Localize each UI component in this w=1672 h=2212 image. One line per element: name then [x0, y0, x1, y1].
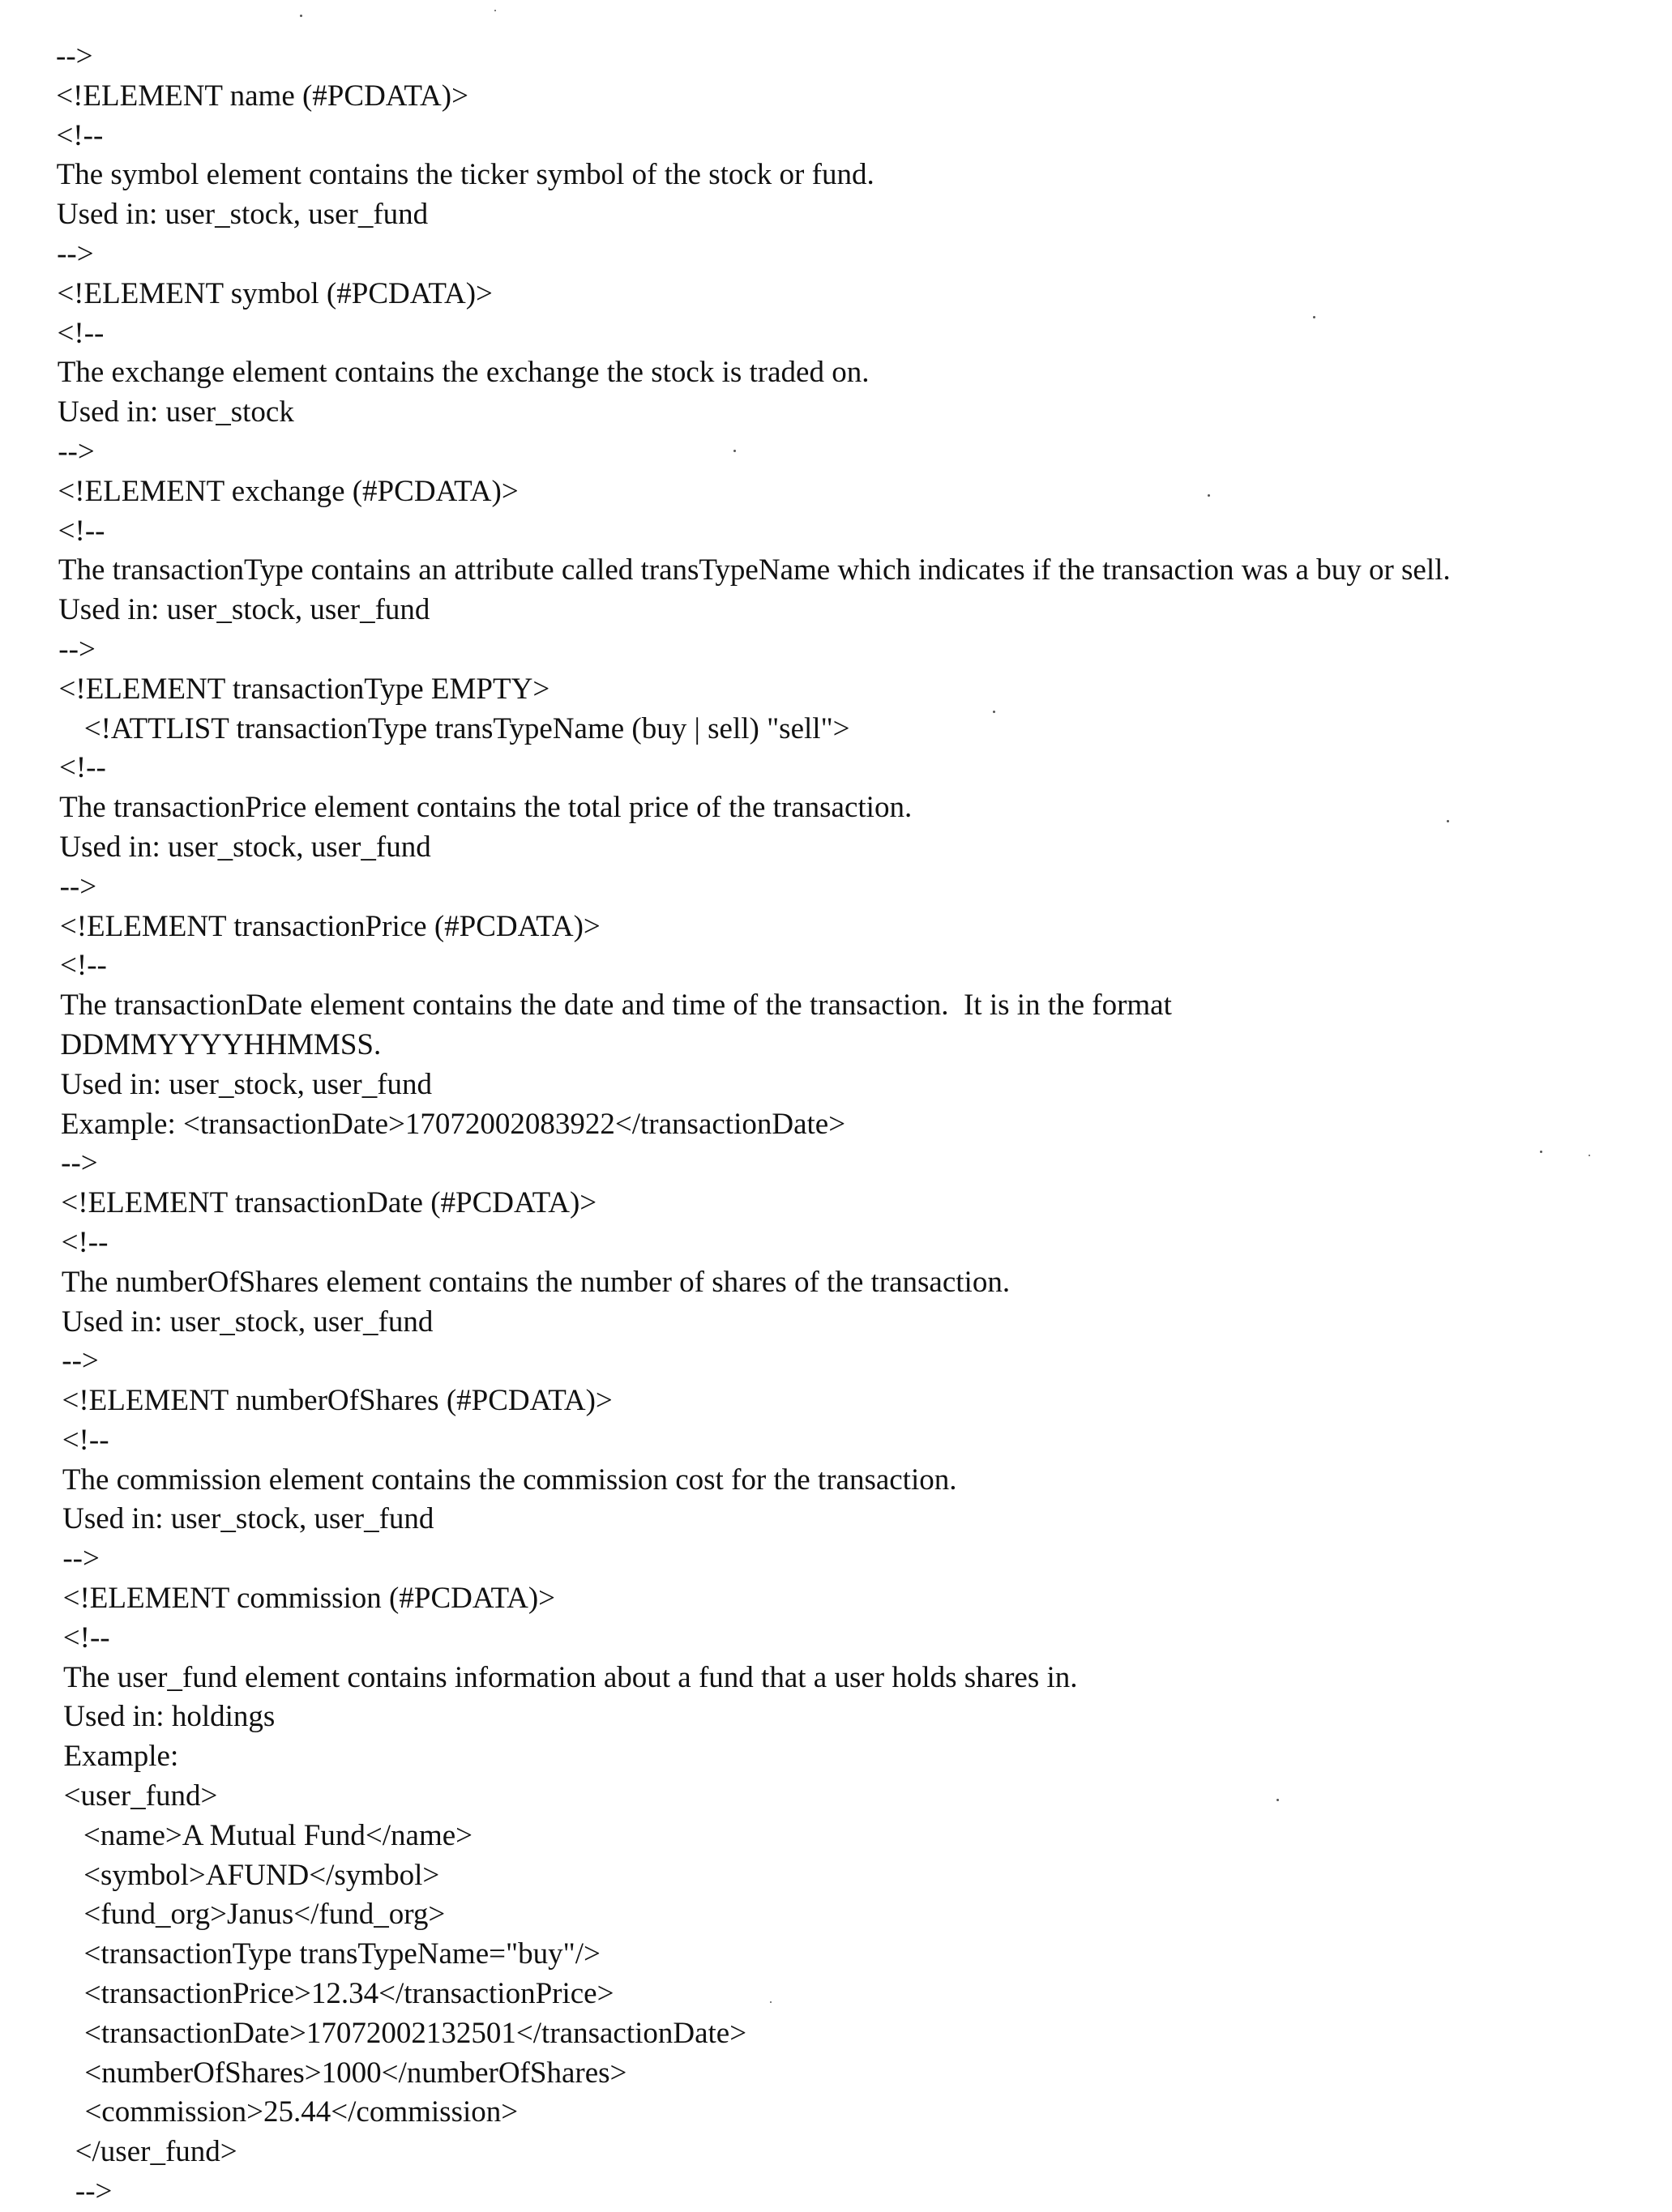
- description-line: The numberOfShares element contains the number of shares of the transaction.: [0, 1263, 1672, 1303]
- scan-speck: [993, 711, 995, 713]
- description-line: The user_fund element contains information about a fund that a user holds shares in.: [0, 1659, 1672, 1698]
- used-in-line: Used in: user_stock, user_fund: [0, 1303, 1672, 1343]
- comment-open: <!--: [0, 117, 1672, 156]
- description-line: The exchange element contains the exchange the stock is traded on.: [0, 353, 1672, 393]
- comment-open: <!--: [0, 512, 1672, 552]
- comment-open: <!--: [0, 1619, 1672, 1659]
- element-declaration: <!ELEMENT numberOfShares (#PCDATA)>: [0, 1381, 1672, 1421]
- element-declaration: <!ELEMENT transactionDate (#PCDATA)>: [0, 1184, 1672, 1223]
- element-declaration: <!ELEMENT name (#PCDATA)>: [0, 77, 1672, 117]
- scan-speck: [1540, 1151, 1542, 1153]
- scan-speck: [1447, 820, 1449, 822]
- description-line: The symbol element contains the ticker symbol of the stock or fund.: [0, 156, 1672, 195]
- example-line: Example:: [0, 1737, 1672, 1777]
- used-in-line: Used in: user_stock, user_fund: [0, 195, 1672, 235]
- scan-speck: [1208, 494, 1210, 497]
- scan-speck: [300, 15, 302, 17]
- description-line: The commission element contains the commission cost for the transaction.: [0, 1461, 1672, 1501]
- used-in-line: Used in: user_stock, user_fund: [0, 591, 1672, 630]
- example-line: Example: <transactionDate>17072002083922</transactionDate>: [0, 1105, 1672, 1145]
- element-declaration: <!ELEMENT transactionType EMPTY>: [0, 670, 1672, 710]
- attlist-declaration: <!ATTLIST transactionType transTypeName (buy | sell) "sell">: [0, 710, 1672, 749]
- scan-speck: [1589, 1155, 1590, 1156]
- comment-close: -->: [0, 37, 1672, 77]
- element-declaration: <!ELEMENT symbol (#PCDATA)>: [0, 275, 1672, 314]
- comment-close: -->: [0, 2172, 1672, 2212]
- example-line: <transactionType transTypeName="buy"/>: [0, 1935, 1672, 1975]
- comment-open: <!--: [0, 1421, 1672, 1461]
- example-line: </user_fund>: [0, 2133, 1672, 2172]
- description-line: The transactionType contains an attribute called transTypeName which indicates if the transaction was a buy or sell.: [0, 551, 1672, 591]
- comment-close: -->: [0, 1342, 1672, 1381]
- scan-speck: [199, 1523, 201, 1526]
- description-line: The transactionPrice element contains the total price of the transaction.: [0, 788, 1672, 828]
- example-line: <symbol>AFUND</symbol>: [0, 1856, 1672, 1896]
- element-declaration: <!ELEMENT exchange (#PCDATA)>: [0, 472, 1672, 512]
- example-line: <transactionPrice>12.34</transactionPrice>: [0, 1975, 1672, 2014]
- comment-close: -->: [0, 235, 1672, 275]
- description-line: DDMMYYYYHHMMSS.: [0, 1026, 1672, 1065]
- example-line: <name>A Mutual Fund</name>: [0, 1817, 1672, 1856]
- scanned-dtd-document-page: [0, 37, 1672, 2212]
- scan-speck: [733, 450, 736, 452]
- comment-close: -->: [0, 630, 1672, 670]
- example-line: <transactionDate>17072002132501</transactionDate>: [0, 2014, 1672, 2054]
- scan-speck: [1276, 1799, 1279, 1801]
- example-line: <commission>25.44</commission>: [0, 2093, 1672, 2133]
- comment-close: -->: [0, 868, 1672, 907]
- comment-close: -->: [0, 433, 1672, 472]
- comment-close: -->: [0, 1539, 1672, 1579]
- example-line: <numberOfShares>1000</numberOfShares>: [0, 2054, 1672, 2094]
- comment-open: <!--: [0, 749, 1672, 788]
- used-in-line: Used in: user_stock, user_fund: [0, 1500, 1672, 1539]
- element-declaration: <!ELEMENT commission (#PCDATA)>: [0, 1579, 1672, 1619]
- scan-speck: [494, 10, 496, 11]
- comment-open: <!--: [0, 1223, 1672, 1263]
- scan-speck: [770, 2001, 772, 2003]
- comment-open: <!--: [0, 946, 1672, 986]
- used-in-line: Used in: user_stock, user_fund: [0, 1065, 1672, 1105]
- element-declaration: <!ELEMENT transactionPrice (#PCDATA)>: [0, 907, 1672, 947]
- used-in-line: Used in: holdings: [0, 1697, 1672, 1737]
- used-in-line: Used in: user_stock: [0, 393, 1672, 433]
- scan-speck: [1313, 316, 1315, 318]
- example-line: <user_fund>: [0, 1777, 1672, 1817]
- used-in-line: Used in: user_stock, user_fund: [0, 828, 1672, 868]
- example-line: <fund_org>Janus</fund_org>: [0, 1895, 1672, 1935]
- comment-close: -->: [0, 1144, 1672, 1184]
- comment-open: <!--: [0, 314, 1672, 354]
- description-line: The transactionDate element contains the date and time of the transaction. It is in the format: [0, 986, 1672, 1026]
